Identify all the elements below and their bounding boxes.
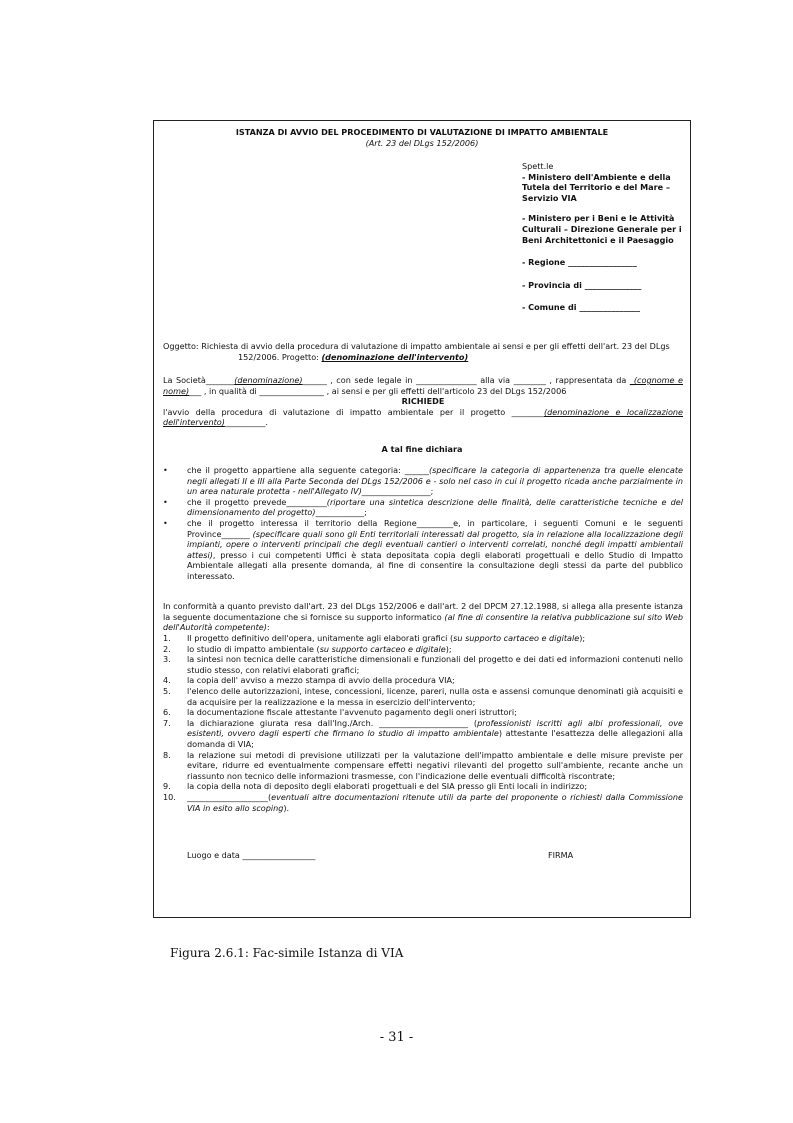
societa-p1: La Società xyxy=(163,375,206,385)
allegato-tail: ) attestante l'esattezza delle allegazioni alla domanda di VIA; xyxy=(187,728,683,749)
allegato-item xyxy=(163,792,683,813)
societa-denominazione: (denominazione) xyxy=(234,375,303,385)
allegato-italic: su supporto cartaceo e digitale xyxy=(453,633,580,643)
allegato-item xyxy=(163,718,683,750)
dichiarazione-plain: che il progetto interessa il territorio della Regione_________e, in particolare, i seguenti Comuni e le seguenti Province_______ xyxy=(187,517,683,539)
dichiarazione-plain: che il progetto appartiene alla seguente categoria: ______ xyxy=(187,465,429,475)
oggetto-line2-text: 152/2006. Progetto: xyxy=(238,351,322,362)
allegato-number: 10. xyxy=(163,791,176,802)
addressee-ministero-ambiente: - Ministero dell'Ambiente e della Tutela del Territorio e del Mare – Servizio VIA xyxy=(522,171,671,203)
addressee-ministero-beni: - Ministero per i Beni e le Attività Culturali – Direzione Generale per i Beni Architettonici e il Paesaggio xyxy=(522,213,682,245)
allegati-list xyxy=(163,633,683,813)
allegato-plain: la sintesi non tecnica delle caratteristiche dimensionali e funzionali del progetto e dei dati ed informazioni contenuti nello studio stesso, con relativi elaborati grafici; xyxy=(187,654,683,675)
oggetto-progetto: (denominazione dell'intervento) xyxy=(321,351,469,362)
allegato-plain: l'elenco delle autorizzazioni, intese, concessioni, licenze, pareri, nulla osta e assensi comunque denominati già acquisiti e da acquisire per la realizzazione e la messa in esercizio dell'intervento; xyxy=(187,685,683,707)
societa-p2: , con sede legale in _______________ alla via ________ , rappresentata da xyxy=(326,375,630,385)
allegato-italic: professionisti iscritti agli albi professionali, ove esistenti, ovvero dagli esperti che firmano lo studio di impatto ambientale xyxy=(187,717,683,739)
allegato-item xyxy=(163,707,683,718)
form-subtitle: (Art. 23 del DLgs 152/2006) xyxy=(365,138,479,148)
allegato-plain: la copia della nota di deposito degli elaborati progettuali e del SIA presso gli Enti locali in indirizzo; xyxy=(187,781,588,792)
page-number: - 31 - xyxy=(379,1030,414,1045)
allegato-plain: lo studio di impatto ambientale ( xyxy=(187,643,320,654)
avvio-blank: ________ xyxy=(511,406,544,417)
allegato-plain: la documentazione fiscale attestante l'avvenuto pagamento degli oneri istruttori; xyxy=(187,707,517,718)
richiede-heading: RICHIEDE xyxy=(401,396,445,407)
figure-caption: Figura 2.6.1: Fac-simile Istanza di VIA xyxy=(170,946,404,960)
allegato-italic: eventuali altre documentazioni ritenute utili da parte del proponente o richiesti dalla Commissione VIA in esito allo scoping xyxy=(187,791,683,813)
addressee-block xyxy=(522,161,687,313)
allegato-tail: ); xyxy=(579,633,586,643)
allegato-number: 6. xyxy=(163,707,171,718)
addressee-provincia: - Provincia di ______________ xyxy=(522,279,642,290)
dichiarazione-italic: (riportare una sintetica descrizione delle finalità, delle caratteristiche tecniche e del dimensionamento del progetto) xyxy=(187,496,683,518)
societa-cognome: _(cognome e nome) xyxy=(163,375,683,396)
allegato-number: 8. xyxy=(163,749,171,760)
conformita-tail: : xyxy=(266,622,270,633)
allegato-number: 3. xyxy=(163,654,171,665)
dichiarazione-item xyxy=(163,465,683,497)
allegato-item xyxy=(163,644,683,655)
conformita-plain: In conformità a quanto previsto dall'art. 23 del DLgs 152/2006 e dall'art. 2 del DPCM 27.12.1988, si allega alla presente istanza la seguente documentazione che si fornisce su supporto informatico xyxy=(163,601,683,622)
dichiarazione-italic: (specificare la categoria di appartenenza tra quelle elencate negli allegati II e III alla Parte Seconda del DLgs 152/2006 e - solo nel caso in cui il progetto ricada anche parzialmente in un area naturale protetta - nell'Allegato IV) xyxy=(187,465,683,497)
bullet-icon: • xyxy=(163,465,168,475)
a-tal-fine-heading: A tal fine dichiara xyxy=(381,444,463,454)
addressee-spett: Spett.le xyxy=(522,161,554,171)
allegato-tail: ). xyxy=(283,802,290,813)
oggetto-paragraph xyxy=(163,341,683,362)
dichiarazione-tail: _________________; xyxy=(361,486,434,497)
allegato-item xyxy=(163,781,683,792)
dichiarazione-italic: (specificare quali sono gli Enti territoriali interessati dal progetto, sia in relazione alla localizzazione degli impianti, opere o interventi principali che degli eventuali cantieri o interventi correlati, nonché degli impatti ambientali attesi) xyxy=(187,528,683,560)
dichiarazione-tail: , presso i cui competenti Uffici è stata depositata copia degli elaborati progettuali e dello Studio di Impatto Ambientale allegati alla presente domanda, al fine di consentire la consultazione degli stessi da parte del pubblico interessato. xyxy=(187,549,683,581)
allegato-number: 2. xyxy=(163,643,171,654)
societa-blank1: _______ xyxy=(205,375,235,385)
avvio-denominazione: (denominazione e localizzazione dell'intervento) xyxy=(163,406,684,428)
firma-label: FIRMA xyxy=(548,850,574,860)
allegato-plain: ____________________( xyxy=(187,791,272,802)
allegato-item xyxy=(163,675,683,686)
allegato-number: 1. xyxy=(163,633,171,643)
form-title: ISTANZA DI AVVIO DEL PROCEDIMENTO DI VALUTAZIONE DI IMPATTO AMBIENTALE xyxy=(235,127,609,137)
societa-blank2: ______ xyxy=(302,375,327,385)
allegato-plain: la dichiarazione giurata resa dall'Ing./Arch. ______________________ ( xyxy=(187,717,478,728)
avvio-text: l'avvio della procedura di valutazione di impatto ambientale per il progetto xyxy=(163,406,512,417)
allegato-item xyxy=(163,654,683,675)
societa-paragraph xyxy=(163,375,683,428)
addressee-comune: - Comune di _______________ xyxy=(522,302,641,313)
bullet-icon: • xyxy=(163,517,168,528)
allegato-number: 5. xyxy=(163,685,171,696)
dichiarazioni-list xyxy=(163,465,683,582)
form-frame xyxy=(153,120,691,918)
allegato-tail: ); xyxy=(445,643,452,654)
allegato-number: 9. xyxy=(163,781,171,792)
conformita-italic: (al fine di consentire la relativa pubblicazione sul sito Web dell'Autorità competente) xyxy=(163,611,683,633)
allegato-plain: la copia dell' avviso a mezzo stampa di avvio della procedura VIA; xyxy=(187,675,455,686)
dichiarazione-plain: che il progetto prevede__________ xyxy=(187,496,327,507)
avvio-tail: __________. xyxy=(224,417,268,428)
allegato-item xyxy=(163,750,683,782)
luogo-e-data: Luogo e data __________________ xyxy=(187,850,316,860)
addressee-regione: - Regione _________________ xyxy=(522,257,637,268)
oggetto-line1: Oggetto: Richiesta di avvio della procedura di valutazione di impatto ambientale ai sensi e per gli effetti dell'art. 23 del DLgs xyxy=(163,341,670,351)
dichiarazione-tail: ____________; xyxy=(315,507,367,518)
allegato-plain: Il progetto definitivo dell'opera, unitamente agli elaborati grafici ( xyxy=(187,633,454,643)
allegato-item xyxy=(163,686,683,707)
dichiarazione-item xyxy=(163,497,683,518)
conformita-paragraph xyxy=(163,601,683,633)
bullet-icon: • xyxy=(163,496,168,507)
societa-p3: ___ , in qualità di ________________ , ai sensi e per gli effetti dell'articolo 23 del DLgs 152/2006 xyxy=(189,385,567,396)
dichiarazione-item xyxy=(163,518,683,582)
allegato-number: 7. xyxy=(163,717,171,728)
allegato-italic: su supporto cartaceo e digitale xyxy=(319,643,446,654)
allegato-number: 4. xyxy=(163,675,171,686)
allegato-plain: la relazione sui metodi di previsione utilizzati per la valutazione dell'impatto ambientale e delle misure previste per evitare, ridurre ed eventualmente compensare effetti negativi rilevanti del progetto sull'ambiente, recante anche un riassunto non tecnico delle informazioni trasmesse, con l'indicazione delle eventuali difficoltà riscontrate; xyxy=(187,749,683,781)
oggetto-line2 xyxy=(163,352,683,363)
allegato-item xyxy=(163,633,683,644)
